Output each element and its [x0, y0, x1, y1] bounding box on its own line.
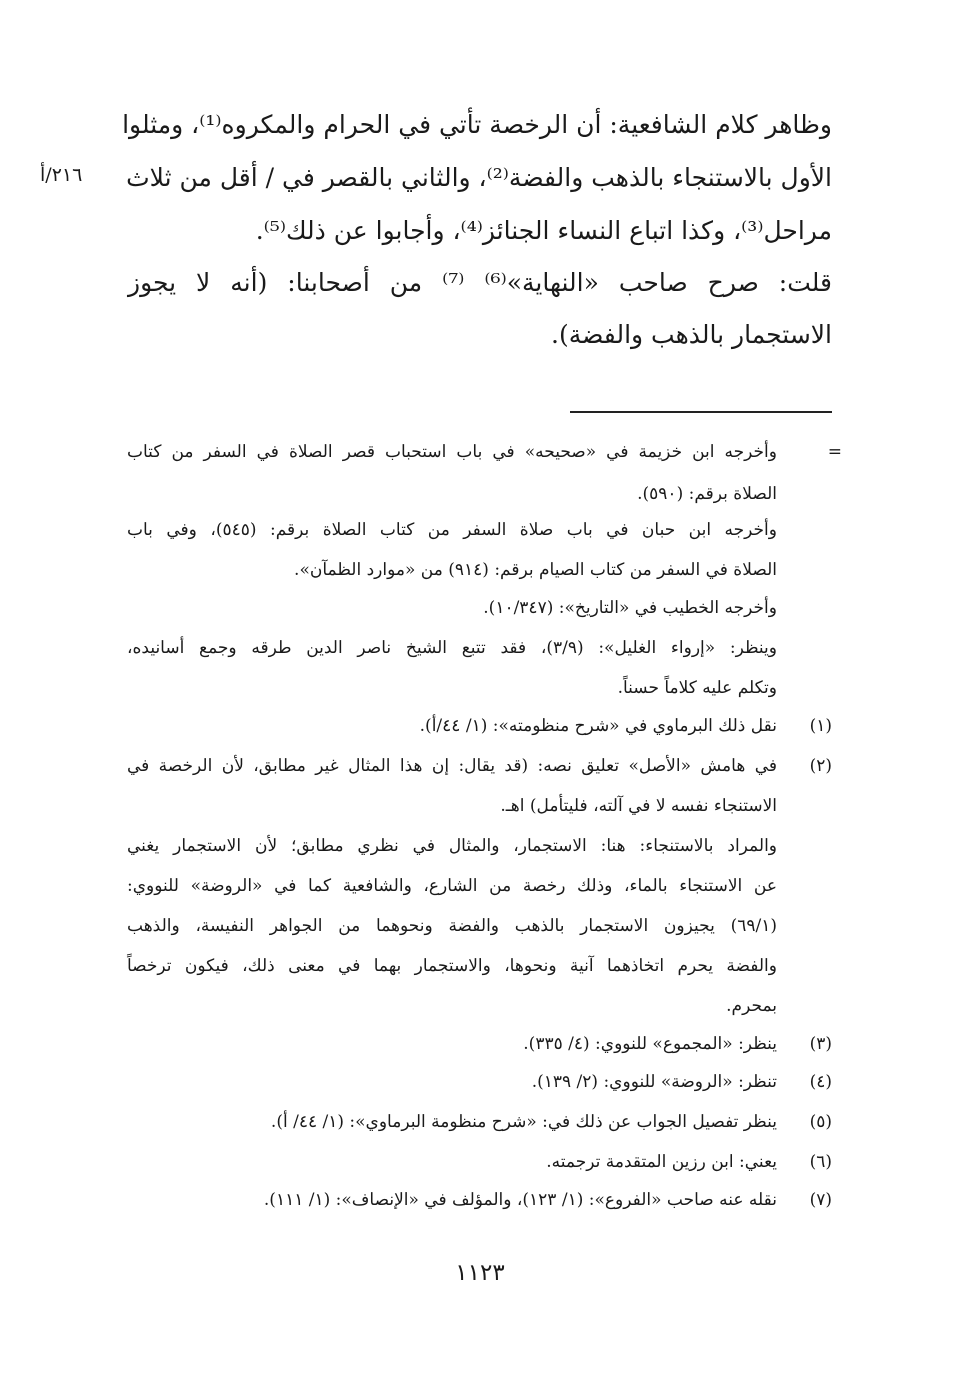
footnote-line: عن الاستنجاء بالماء، وذلك رخصة من الشارع، والشافعية كما في «الروضة» للنووي: [127, 876, 777, 896]
footnote-line: الصلاة برقم: (٥٩٠). [637, 484, 777, 504]
footnote-line: وتكلم عليه كلاماً حسناً. [617, 678, 777, 698]
footnote-line: وأخرجه الخطيب في «التاريخ»: (١٠/٣٤٧). [483, 598, 777, 618]
footnote-line: نقل ذلك البرماوي في «شرح منظومته»: (١/ ٤٤/أ). [419, 716, 777, 736]
footnote-number: (٦) [809, 1152, 832, 1172]
footnote-line: ينظر: «المجموع» للنووي: (٤/ ٣٣٥). [523, 1034, 777, 1054]
footnote-line: ينظر تفصيل الجواب عن ذلك في: «شرح منظومة البرماوي»: (١/ ٤٤/ أ). [270, 1112, 777, 1132]
body-line-4: قلت: صرح صاحب «النهاية»⁽⁶⁾ ⁽⁷⁾ من أصحابنا: (أنه لا يجوز [128, 268, 832, 297]
footnote-line: بمحرم. [726, 996, 777, 1016]
footnote-number: (٢) [809, 756, 832, 776]
footnote-line: والمراد بالاستنجاء: هنا: الاستجمار، والمثال في نظري مطابق؛ لأن الاستجمار يغني [127, 836, 777, 856]
footnote-line: يعني: ابن رزين المتقدمة ترجمته. [546, 1152, 777, 1172]
footnote-number: (١) [809, 716, 832, 736]
footnote-line: نقله عنه صاحب «الفروع»: (١/ ١٢٣)، والمؤلف في «الإنصاف»: (١/ ١١١). [263, 1190, 777, 1210]
page-number: ١١٢٣ [455, 1260, 505, 1286]
footnote-line: في هامش «الأصل» تعليق نصه: (قد يقال: إن هذا المثال غير مطابق، لأن الرخصة في [127, 756, 777, 776]
footnote-line: وأخرجه ابن حبان في باب صلاة السفر من كتاب الصلاة برقم: (٥٤٥)، وفي باب [127, 520, 777, 540]
footnote-line: وأخرجه ابن خزيمة في «صحيحه» في باب استحباب قصر الصلاة في السفر من كتاب [127, 442, 777, 462]
footnote-line: وينظر: «إرواء الغليل»: (٣/٩)، فقد تتبع الشيخ ناصر الدين طرقه وجمع أسانيده، [127, 638, 778, 658]
footnote-line: والفضة يحرم اتخاذهما آنية ونحوها، والاستجمار بهما في معنى ذلك، فيكون ترخصاً [127, 956, 777, 976]
footnote-line: (٦٩/١) يجيزون الاستجمار بالذهب والفضة ونحوهما من الجواهر النفيسة، والذهب [127, 916, 777, 936]
footnote-number: (٣) [809, 1034, 832, 1054]
footnote-continuation-mark: = [827, 442, 842, 462]
body-line-1: وظاهر كلام الشافعية: أن الرخصة تأتي في الحرام والمكروه⁽¹⁾، ومثلوا [122, 110, 832, 139]
footnote-number: (٥) [809, 1112, 832, 1132]
footnote-line: تنظر: «الروضة» للنووي: (٢/ ١٣٩). [531, 1072, 777, 1092]
footnote-number: (٧) [809, 1190, 832, 1210]
body-line-3: مراحل⁽³⁾، وكذا اتباع النساء الجنائز⁽⁴⁾، وأجابوا عن ذلك⁽⁵⁾. [255, 216, 832, 245]
body-line-2: الأول بالاستنجاء بالذهب والفضة⁽²⁾، والثاني بالقصر في / أقل من ثلاث [126, 163, 832, 192]
margin-folio-note: ٢١٦/أ [40, 164, 83, 186]
footnote-separator [570, 411, 832, 413]
footnote-line: الاستنجاء نفسه لا في آلته، فليتأمل) اهـ. [500, 796, 777, 816]
footnote-number: (٤) [809, 1072, 832, 1092]
body-line-5: الاستجمار بالذهب والفضة). [551, 320, 832, 349]
footnote-line: الصلاة في السفر من كتاب الصيام برقم: (٩١٤) من «موارد الظمآن». [294, 560, 777, 580]
